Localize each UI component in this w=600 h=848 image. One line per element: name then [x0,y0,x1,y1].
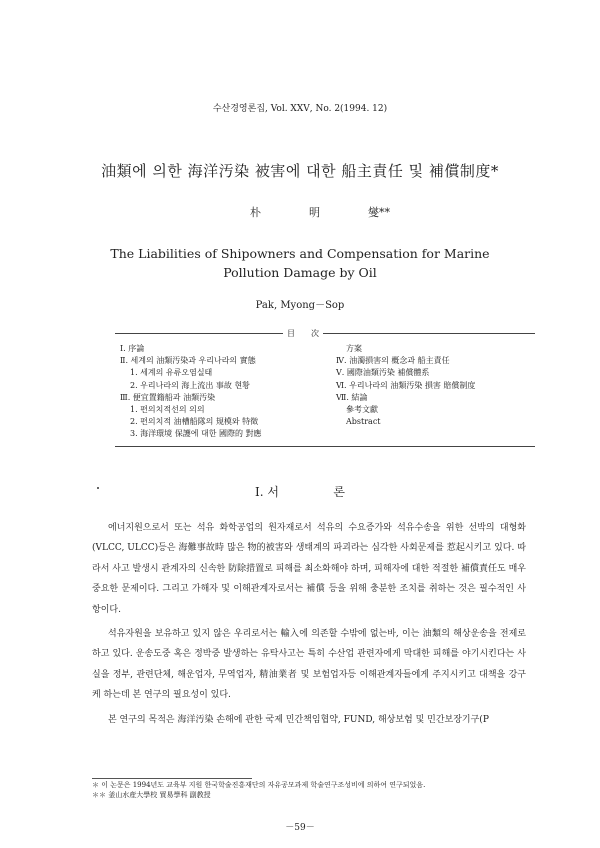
author-korean-part: 明 [309,206,320,219]
toc-item: 2. 우리나라의 海上流出 事故 현황 [130,380,250,390]
toc-item: 2. 편의치적 油槽船隊의 規模와 特徵 [130,417,259,427]
toc-item: Ⅴ. 國際油類汚染 補償體系 [336,368,430,378]
toc-item: Ⅲ. 便宜置籍船과 油類汚染 [120,392,216,402]
body-paragraph: 본 연구의 목적은 海洋汚染 손해에 관한 국제 민간책임협약, FUND, 해상보험 및 민간보장기구(P [108,714,489,725]
toc-left-column [120,343,330,441]
body-paragraph: 에너지원으로서 또는 석유 화학공업의 원자재로서 석유의 수요증가와 석유수송을 위한 선박의 대형화(VLCC, ULCC)등은 海難事故時 많은 物的被害와 생태계의 파괴라는 심각한 사회문제를 惹起시키고 있다. 따라서 사고 발생시 관계자의 신속한 防除措置로 피해를 최소화해야 하며, 피해자에 대한 적절한 補償責任도 매우 중요한 문제이다. 그리고 가해자 및 이해관계자로서는 補償 등을 위해 충분한 조치를 취하는 것은 필수적인 사항이다. [92,523,526,615]
author-korean-part: 燮** [368,206,390,219]
toc-item: 3. 海洋環境 保護에 대한 國際的 對應 [130,429,262,439]
toc-item: 1. 세계의 유류오염실태 [130,368,213,378]
toc-item: Ⅵ. 우리나라의 油類汚染 損害 賠償制度 [336,380,476,390]
paper-title-korean: 油類에 의한 海洋汚染 被害에 대한 船主責任 및 補償制度* [101,162,499,180]
toc-top-rule [115,333,535,334]
section-heading-part: Ⅰ. 서 [255,485,279,499]
toc-label: 目 次 [283,328,323,339]
toc-item: Ⅰ. 序論 [120,344,145,353]
margin-mark [97,487,99,489]
author-korean-part: 朴 [250,206,261,219]
author-english: Pak, Myong－Sop [255,300,345,311]
toc-item: 1. 편의치적선의 의의 [130,405,205,415]
body-text [92,518,526,730]
title-english-line: The Liabilities of Shipowners and Compensation for Marine [110,246,490,261]
footnotes [92,780,532,800]
section-heading [255,483,345,500]
toc-item: 方案 [346,344,362,353]
toc-item: 參考文獻 [346,405,378,415]
footnote: ＊ 이 논문은 1994년도 교육부 지원 한국학술진흥재단의 자유공모과제 학술연구조성비에 의하여 연구되었음. [92,781,426,789]
section-heading-part: 론 [333,485,345,499]
paper-title-english [0,244,600,282]
toc-item: Ⅶ. 結論 [336,392,368,402]
journal-header: 수산경영론집, Vol. XXⅤ, No. 2(1994. 12) [212,104,388,114]
body-paragraph: 석유자원을 보유하고 있지 않은 우리로서는 輸入에 의존할 수밖에 없는바, 이는 油類의 해상운송을 전제로 하고 있다. 운송도중 혹은 정박중 발생하는 유탁사고는 특히 수산업 관련자에게 막대한 피해를 야기시킨다는 사실을 정부, 관련단체, 해운업자, 무역업자, 精油業者 및 보험업자등 이해관계자들에게 주지시키고 대책을 강구케 하는데 본 연구의 필요성이 있다. [92,629,526,701]
toc-right-column [336,343,536,428]
toc-bottom-rule [115,446,535,447]
footnote: ＊＊ 釜山水産大學校 貿易學科 副教授 [92,791,211,799]
page-number: －59－ [285,823,315,833]
title-english-line: Pollution Damage by Oil [223,265,377,280]
author-korean [250,204,390,220]
toc-item: Abstract [346,417,381,427]
toc-item: Ⅳ. 油濁損害의 概念과 船主責任 [336,356,450,366]
toc-item: Ⅱ. 세계의 油類汚染과 우리나라의 實態 [120,356,256,366]
footnote-rule [92,778,252,779]
